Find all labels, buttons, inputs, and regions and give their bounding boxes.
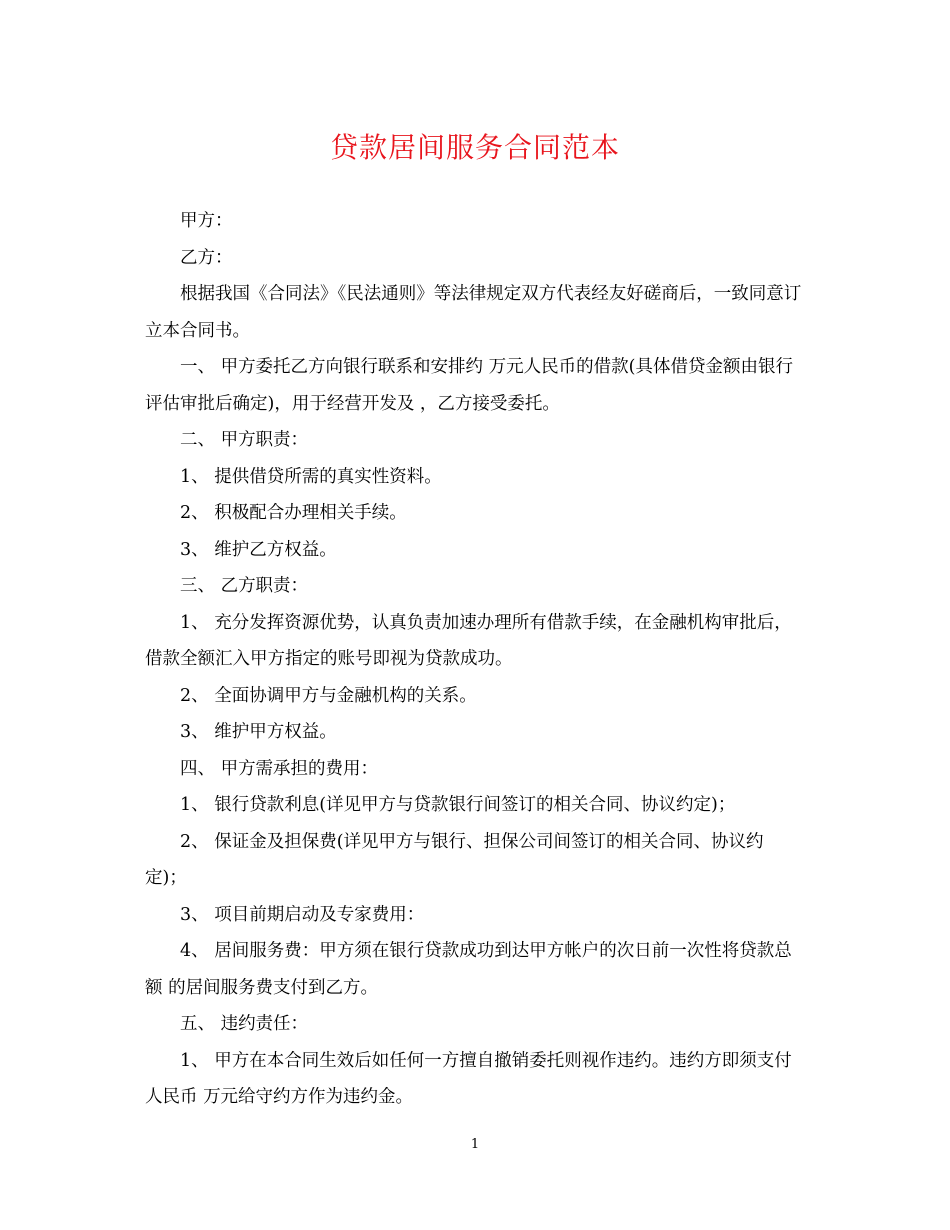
clause-1-paragraph: 一、 甲方委托乙方向银行联系和安排约 万元人民币的借款(具体借贷金额由银行评估审批后确定)，用于经营开发及 ，乙方接受委托。 bbox=[145, 357, 793, 414]
page-number: 1 bbox=[470, 1137, 480, 1152]
section-3-item-1: 1、 充分发挥资源优势，认真负责加速办理所有借款手续，在金融机构审批后，借款全额汇入甲方指定的账号即视为贷款成功。 bbox=[145, 612, 792, 669]
section-2-item-3: 3、 维护乙方权益。 bbox=[180, 539, 337, 560]
section-4-item-3: 3、 项目前期启动及专家费用： bbox=[180, 904, 425, 925]
section-4-item-2: 2、 保证金及担保费(详见甲方与银行、担保公司间签订的相关合同、协议约定)； bbox=[145, 831, 764, 888]
party-b-line: 乙方： bbox=[180, 247, 233, 268]
party-a-line: 甲方： bbox=[180, 211, 233, 231]
section-2-item-1: 1、 提供借贷所需的真实性资料。 bbox=[180, 466, 442, 487]
document-title: 贷款居间服务合同范本 bbox=[329, 131, 620, 164]
section-4-heading: 四、 甲方需承担的费用： bbox=[180, 758, 379, 779]
section-3-item-3: 3、 维护甲方权益。 bbox=[180, 722, 337, 742]
section-5-item-1: 1、 甲方在本合同生效后如任何一方擅自撤销委托则视作违约。违约方即须支付人民币 万元给守约方作为违约金。 bbox=[145, 1050, 792, 1107]
section-3-heading: 三、 乙方职责： bbox=[180, 576, 309, 596]
section-5-heading: 五、 违约责任： bbox=[180, 1014, 309, 1034]
section-2-item-2: 2、 积极配合办理相关手续。 bbox=[180, 503, 407, 523]
section-4-item-4: 4、 居间服务费：甲方须在银行贷款成功到达甲方帐户的次日前一次性将贷款总额 的居间服务费支付到乙方。 bbox=[145, 941, 792, 998]
section-4-item-1: 1、 银行贷款利息(详见甲方与贷款银行间签订的相关合同、协议约定)； bbox=[180, 795, 736, 815]
section-2-heading: 二、 甲方职责： bbox=[180, 430, 309, 450]
preamble-paragraph: 根据我国《合同法》《民法通则》等法律规定双方代表经友好磋商后，一致同意订立本合同书。 bbox=[145, 284, 802, 341]
document-body bbox=[145, 203, 805, 1116]
section-3-item-2: 2、 全面协调甲方与金融机构的关系。 bbox=[180, 685, 477, 706]
